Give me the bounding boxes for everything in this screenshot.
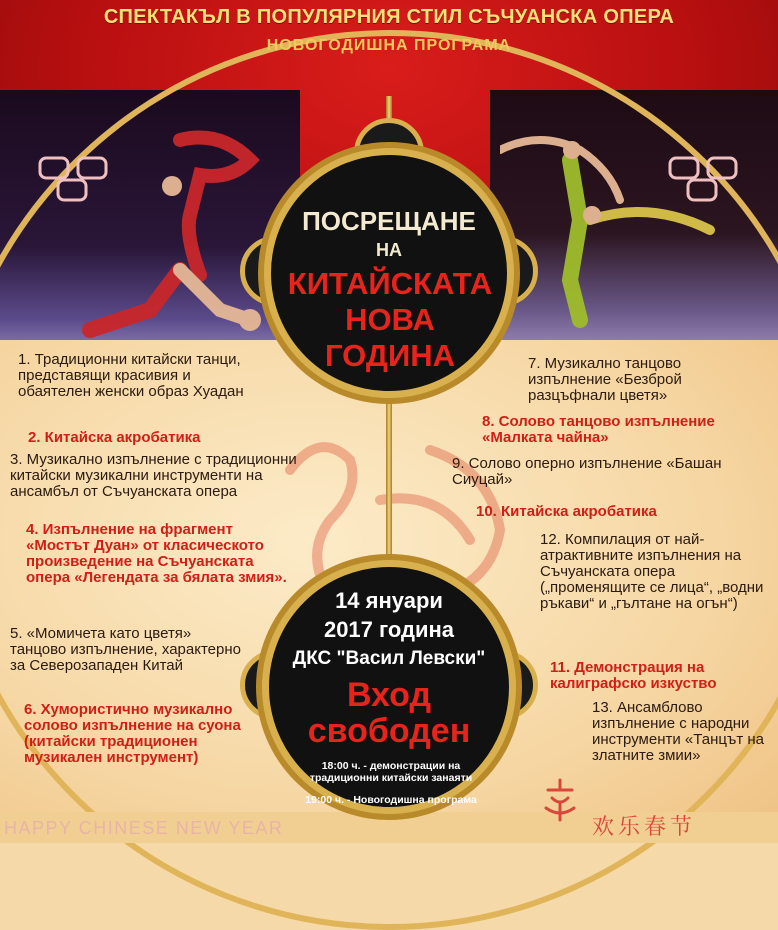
schedule-line-2: 19:00 ч. - Новогодишна програма bbox=[305, 794, 477, 806]
page-title: СПЕКТАКЪЛ В ПОПУЛЯРНИЯ СТИЛ СЪЧУАНСКА ОПЕРА bbox=[103, 6, 675, 28]
program-item-10: 10. Китайска акробатика bbox=[476, 503, 657, 520]
footer-slogan: HAPPY CHINESE NEW YEAR bbox=[4, 818, 284, 838]
program-item-4: 4. Изпълнение на фрагмент «Мостът Дуан» от класическото произведение на Съчуанската опера «Легендата за бялата змия». bbox=[26, 521, 287, 586]
lattice-ornament-left bbox=[30, 150, 120, 210]
medallion-line-4: НОВА bbox=[345, 302, 435, 337]
page-subtitle: НОВОГОДИШНА ПРОГРАМА bbox=[266, 37, 512, 54]
entry-line-2: свободен bbox=[307, 712, 471, 750]
event-venue: ДКС "Васил Левски" bbox=[292, 648, 486, 669]
program-item-8: 8. Солово танцово изпълнение «Малката чайна» bbox=[482, 413, 715, 446]
program-item-1: 1. Традиционни китайски танци, представящи красивия и обаятелен женски образ Хуадан bbox=[18, 351, 244, 400]
chinese-festival-logo-icon bbox=[540, 776, 580, 824]
medallion-line-1: ПОСРЕЩАНЕ bbox=[302, 206, 476, 236]
medallion-line-5: ГОДИНА bbox=[324, 338, 455, 373]
program-item-3: 3. Музикално изпълнение с традиционни китайски музикални инструменти на ансамбъл от Съчуанската опера bbox=[10, 451, 297, 500]
program-item-11: 11. Демонстрация на калиграфско изкуство bbox=[550, 659, 717, 692]
lattice-ornament-right bbox=[660, 150, 750, 210]
program-item-7: 7. Музикално танцово изпълнение «Безброй разцъфнали цветя» bbox=[528, 355, 682, 404]
entry-line-1: Вход bbox=[346, 676, 432, 714]
acrobats-right-illustration bbox=[500, 110, 730, 340]
footer-chinese-text: 欢乐春节 bbox=[592, 814, 697, 839]
schedule-line-1: 18:00 ч. - демонстрации на традиционни китайски занаяти bbox=[309, 760, 473, 784]
medallion-line-2: НА bbox=[376, 240, 402, 260]
program-item-9: 9. Солово оперно изпълнение «Башан Сиуцай» bbox=[452, 455, 722, 488]
program-item-5: 5. «Момичета като цветя» танцово изпълнение, характерно за Северозападен Китай bbox=[10, 625, 241, 674]
event-year: 2017 година bbox=[323, 617, 455, 642]
program-item-2: 2. Китайска акробатика bbox=[28, 429, 201, 446]
event-date: 14 януари bbox=[335, 588, 443, 613]
program-item-13: 13. Ансамблово изпълнение с народни инструменти «Танцът на златните змии» bbox=[592, 699, 764, 764]
program-item-6: 6. Хумористично музикално солово изпълнение на суона (китайски традиционен музикален инструмент) bbox=[24, 701, 241, 766]
medallion-line-3: КИТАЙСКАТА bbox=[287, 266, 493, 301]
program-item-12: 12. Компилация от най-атрактивните изпълнения на Съчуанската опера („променящите се лица“, „водни ръкави“ и „гълтане на огън“) bbox=[540, 531, 764, 612]
